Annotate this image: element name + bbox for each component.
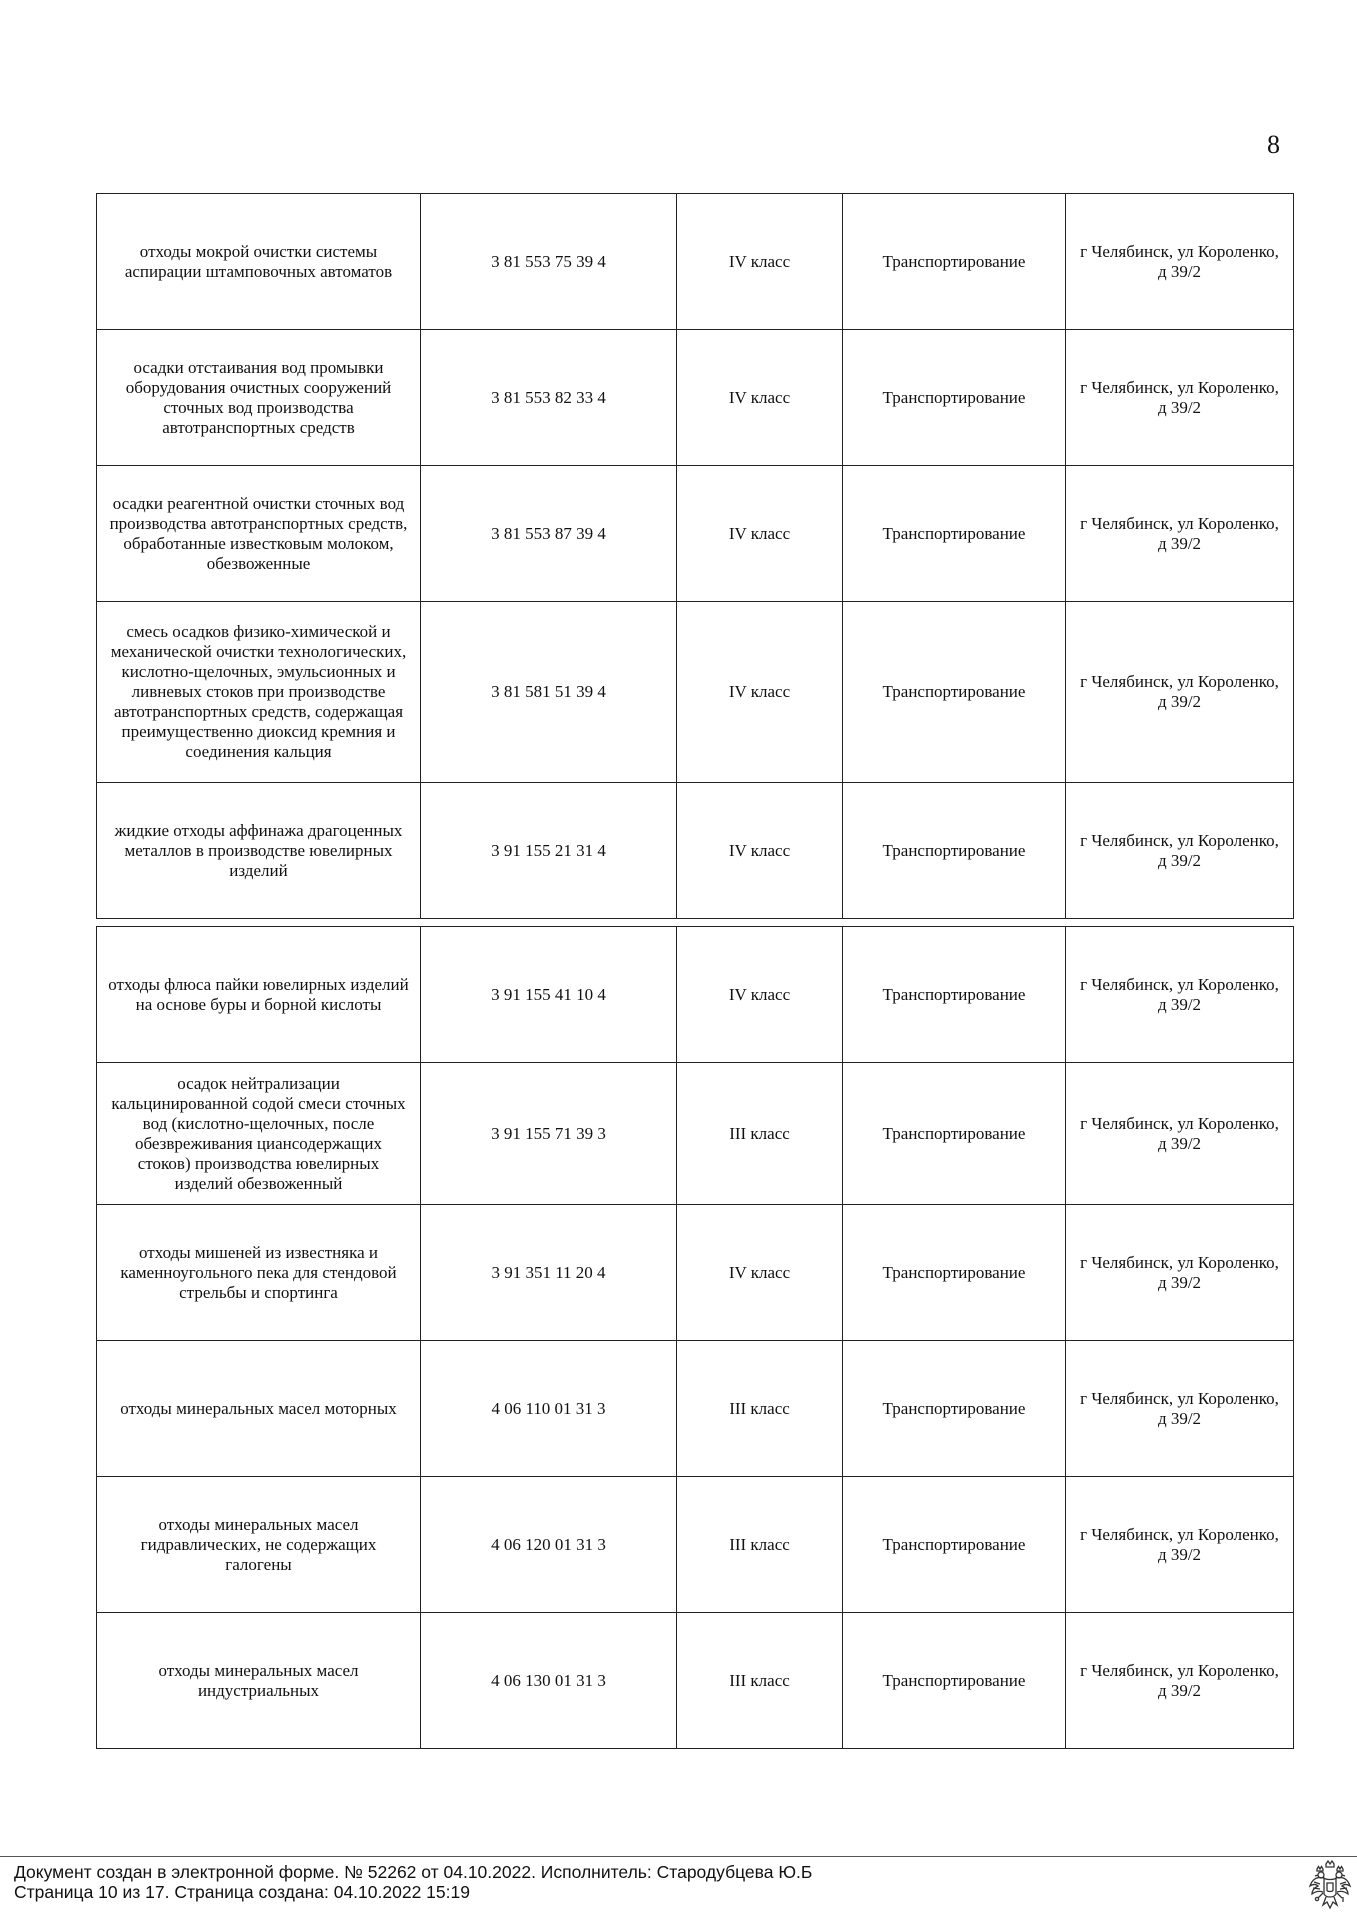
hazard-class-cell: IV класс — [677, 783, 843, 919]
waste-code-cell: 3 91 351 11 20 4 — [421, 1205, 677, 1341]
activity-cell: Транспортирование — [843, 466, 1066, 602]
activity-cell: Транспортирование — [843, 783, 1066, 919]
waste-name-cell: отходы мишеней из известняка и каменноугольного пека для стендовой стрельбы и спортинга — [97, 1205, 421, 1341]
waste-code-cell: 3 81 553 75 39 4 — [421, 194, 677, 330]
activity-cell: Транспортирование — [843, 602, 1066, 783]
waste-code-cell: 3 81 553 82 33 4 — [421, 330, 677, 466]
table-row — [97, 194, 1294, 330]
table-row — [97, 602, 1294, 783]
activity-cell: Транспортирование — [843, 1341, 1066, 1477]
activity-cell: Транспортирование — [843, 927, 1066, 1063]
waste-name-cell: осадки реагентной очистки сточных вод производства автотранспортных средств, обработанные известковым молоком, обезвоженные — [97, 466, 421, 602]
table-row — [97, 783, 1294, 919]
hazard-class-cell: IV класс — [677, 927, 843, 1063]
footer-page-info: Страница 10 из 17. Страница создана: 04.10.2022 15:19 — [14, 1882, 470, 1902]
activity-cell: Транспортирование — [843, 1477, 1066, 1613]
double-headed-eagle-emblem-icon — [1308, 1860, 1352, 1912]
address-cell: г Челябинск, ул Короленко, д 39/2 — [1066, 1341, 1294, 1477]
waste-code-cell: 3 91 155 21 31 4 — [421, 783, 677, 919]
waste-table-part-1 — [96, 193, 1294, 919]
activity-cell: Транспортирование — [843, 330, 1066, 466]
address-cell: г Челябинск, ул Короленко, д 39/2 — [1066, 1205, 1294, 1341]
footer-document-info: Документ создан в электронной форме. № 52262 от 04.10.2022. Исполнитель: Стародубцева Ю.Б — [14, 1862, 813, 1882]
address-cell: г Челябинск, ул Короленко, д 39/2 — [1066, 1063, 1294, 1205]
hazard-class-cell: IV класс — [677, 1205, 843, 1341]
address-cell: г Челябинск, ул Короленко, д 39/2 — [1066, 783, 1294, 919]
waste-code-cell: 3 91 155 41 10 4 — [421, 927, 677, 1063]
table-row — [97, 466, 1294, 602]
table-row — [97, 1341, 1294, 1477]
waste-code-cell: 3 81 581 51 39 4 — [421, 602, 677, 783]
activity-cell: Транспортирование — [843, 1205, 1066, 1341]
address-cell: г Челябинск, ул Короленко, д 39/2 — [1066, 194, 1294, 330]
table-row — [97, 1205, 1294, 1341]
address-cell: г Челябинск, ул Короленко, д 39/2 — [1066, 466, 1294, 602]
waste-code-cell: 3 81 553 87 39 4 — [421, 466, 677, 602]
waste-name-cell: отходы минеральных масел гидравлических, не содержащих галогены — [97, 1477, 421, 1613]
waste-name-cell: отходы минеральных масел индустриальных — [97, 1613, 421, 1749]
table-row — [97, 1613, 1294, 1749]
waste-code-cell: 4 06 130 01 31 3 — [421, 1613, 677, 1749]
table-row — [97, 1063, 1294, 1205]
hazard-class-cell: IV класс — [677, 330, 843, 466]
waste-name-cell: отходы флюса пайки ювелирных изделий на основе буры и борной кислоты — [97, 927, 421, 1063]
address-cell: г Челябинск, ул Короленко, д 39/2 — [1066, 330, 1294, 466]
hazard-class-cell: III класс — [677, 1341, 843, 1477]
address-cell: г Челябинск, ул Короленко, д 39/2 — [1066, 1613, 1294, 1749]
footer-divider — [0, 1856, 1357, 1857]
hazard-class-cell: III класс — [677, 1477, 843, 1613]
waste-code-cell: 4 06 120 01 31 3 — [421, 1477, 677, 1613]
activity-cell: Транспортирование — [843, 1063, 1066, 1205]
waste-code-cell: 4 06 110 01 31 3 — [421, 1341, 677, 1477]
hazard-class-cell: IV класс — [677, 194, 843, 330]
table-row — [97, 927, 1294, 1063]
hazard-class-cell: IV класс — [677, 466, 843, 602]
waste-name-cell: отходы минеральных масел моторных — [97, 1341, 421, 1477]
waste-name-cell: отходы мокрой очистки системы аспирации штамповочных автоматов — [97, 194, 421, 330]
table-row — [97, 330, 1294, 466]
waste-name-cell: осадок нейтрализации кальцинированной содой смеси сточных вод (кислотно-щелочных, после обезвреживания циансодержащих стоков) производства ювелирных изделий обезвоженный — [97, 1063, 421, 1205]
address-cell: г Челябинск, ул Короленко, д 39/2 — [1066, 927, 1294, 1063]
hazard-class-cell: IV класс — [677, 602, 843, 783]
page-number: 8 — [1267, 130, 1280, 159]
activity-cell: Транспортирование — [843, 194, 1066, 330]
waste-name-cell: жидкие отходы аффинажа драгоценных металлов в производстве ювелирных изделий — [97, 783, 421, 919]
hazard-class-cell: III класс — [677, 1613, 843, 1749]
waste-code-cell: 3 91 155 71 39 3 — [421, 1063, 677, 1205]
address-cell: г Челябинск, ул Короленко, д 39/2 — [1066, 602, 1294, 783]
waste-name-cell: смесь осадков физико-химической и механической очистки технологических, кислотно-щелочных, эмульсионных и ливневых стоков при производстве автотранспортных средств, содержащая преимущественно диоксид кремния и соединения кальция — [97, 602, 421, 783]
address-cell: г Челябинск, ул Короленко, д 39/2 — [1066, 1477, 1294, 1613]
waste-name-cell: осадки отстаивания вод промывки оборудования очистных сооружений сточных вод производства автотранспортных средств — [97, 330, 421, 466]
hazard-class-cell: III класс — [677, 1063, 843, 1205]
waste-table-part-2 — [96, 926, 1294, 1749]
table-row — [97, 1477, 1294, 1613]
activity-cell: Транспортирование — [843, 1613, 1066, 1749]
